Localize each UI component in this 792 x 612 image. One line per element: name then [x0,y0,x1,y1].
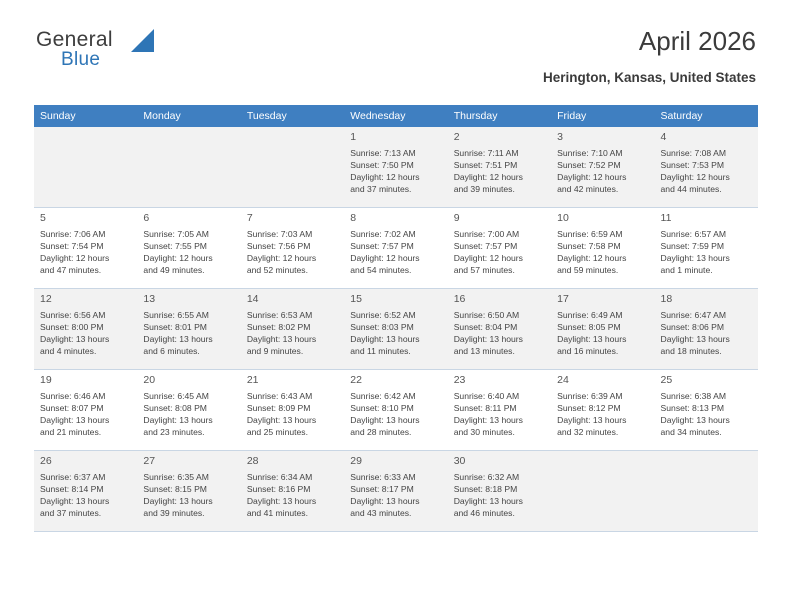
calendar-day-content [241,451,344,525]
day-sun-info-line: Sunset: 7:50 PM [350,160,414,171]
calendar-day-cell [551,451,654,532]
calendar-day-content [344,370,447,444]
day-sun-info-line: Sunrise: 6:49 AM [557,310,623,320]
day-sun-info-line: Daylight: 13 hours [453,415,523,426]
logo-text-blue: Blue [61,49,101,70]
day-sun-info-line: and 41 minutes. [246,508,308,519]
calendar-day-cell[interactable] [34,451,137,532]
day-sun-info-line: Sunset: 7:52 PM [557,160,621,171]
day-sun-info-line: Daylight: 12 hours [453,172,523,183]
day-sun-info-line: Sunset: 7:57 PM [453,241,518,252]
calendar-day-cell[interactable] [655,127,758,208]
calendar-day-cell[interactable] [137,370,240,451]
day-sun-info-line: Daylight: 13 hours [660,415,730,426]
day-sun-info-line: Daylight: 13 hours [143,496,213,507]
calendar-day-cell[interactable] [137,289,240,370]
day-sun-info-line: Sunset: 8:14 PM [40,484,104,495]
day-sun-info [661,228,752,276]
day-sun-info-line: and 52 minutes. [246,265,308,276]
calendar-day-content [34,127,137,201]
day-sun-info [143,390,234,438]
day-sun-info-line: Sunset: 7:59 PM [660,241,725,252]
day-sun-info-line: and 6 minutes. [143,346,200,357]
day-sun-info-line: Daylight: 13 hours [453,496,523,507]
day-sun-info-line: Sunrise: 6:57 AM [660,229,726,239]
day-number: 23 [453,374,466,386]
day-sun-info [454,228,545,276]
weekday-header-saturday: Saturday [655,105,758,127]
day-number: 5 [40,212,46,224]
calendar-day-content [551,127,654,201]
day-sun-info-line: Sunrise: 6:35 AM [143,472,209,482]
day-sun-info-line: Daylight: 12 hours [40,253,110,264]
page-header [36,0,756,85]
calendar-day-cell[interactable] [448,208,551,289]
day-sun-info-line: and 23 minutes. [143,427,205,438]
day-sun-info-line: Sunrise: 6:59 AM [557,229,623,239]
day-sun-info [661,390,752,438]
day-sun-info-line: Sunrise: 7:05 AM [143,229,209,239]
day-sun-info-line: Sunset: 8:01 PM [143,322,207,333]
day-sun-info-line: Daylight: 13 hours [453,334,523,345]
calendar-week-row [34,208,758,289]
day-sun-info-line: Sunrise: 7:03 AM [246,229,313,239]
weekday-header-row [34,105,758,127]
day-sun-info-line: Sunset: 8:12 PM [557,403,621,414]
day-sun-info-line: Daylight: 13 hours [143,415,213,426]
calendar-day-content [448,370,551,444]
day-sun-info-line: Daylight: 12 hours [557,253,627,264]
weekday-header-tuesday: Tuesday [241,105,344,127]
day-number: 21 [246,374,259,386]
day-sun-info-line: Daylight: 12 hours [143,253,213,264]
day-sun-info-line: Sunrise: 6:42 AM [350,391,416,401]
day-sun-info-line: Sunset: 8:11 PM [453,403,517,414]
calendar-day-content [137,451,240,525]
day-number: 30 [453,455,466,467]
logo-text-general: General [36,28,113,51]
day-sun-info-line: and 21 minutes. [40,427,102,438]
calendar-day-content [241,289,344,363]
calendar-day-cell[interactable] [344,289,447,370]
calendar-day-cell[interactable] [241,208,344,289]
day-sun-info [454,309,545,357]
day-number: 14 [246,293,259,305]
day-sun-info-line: Sunrise: 7:13 AM [350,148,416,158]
calendar-day-cell[interactable] [241,289,344,370]
calendar-day-content [551,451,654,525]
day-sun-info-line: Sunset: 7:55 PM [143,241,207,252]
calendar-day-cell[interactable] [344,451,447,532]
calendar-day-cell[interactable] [655,370,758,451]
day-sun-info-line: Daylight: 13 hours [40,334,110,345]
day-sun-info-line: Sunset: 8:06 PM [660,322,725,333]
day-number: 1 [350,131,357,143]
day-sun-info-line: Daylight: 13 hours [557,334,627,345]
day-sun-info-line: Sunrise: 6:40 AM [453,391,520,401]
calendar-day-content [34,208,137,282]
day-sun-info-line: Daylight: 13 hours [350,415,420,426]
day-sun-info-line: and 49 minutes. [143,265,205,276]
day-sun-info-line: Sunset: 8:16 PM [246,484,311,495]
day-sun-info-line: Sunrise: 6:56 AM [40,310,106,320]
day-number: 27 [143,455,156,467]
day-sun-info-line: and 18 minutes. [660,346,722,357]
day-sun-info-line: Sunset: 7:58 PM [557,241,621,252]
calendar-day-cell[interactable] [344,370,447,451]
day-number: 22 [350,374,362,386]
weekday-header-wednesday: Wednesday [344,105,447,127]
day-sun-info-line: and 28 minutes. [350,427,412,438]
day-sun-info-line: Sunrise: 7:11 AM [453,148,519,158]
calendar-day-content [448,289,551,363]
page-title: April 2026 [638,26,756,56]
day-number: 26 [40,455,52,467]
calendar-day-content [34,370,137,444]
day-number: 18 [660,293,673,305]
day-sun-info-line: Sunrise: 6:33 AM [350,472,416,482]
day-sun-info-line: Daylight: 12 hours [246,253,317,264]
calendar-day-content [551,208,654,282]
day-sun-info-line: Sunset: 8:05 PM [557,322,621,333]
day-sun-info [557,228,648,276]
day-sun-info-line: Daylight: 13 hours [143,334,213,345]
day-sun-info-line: Sunrise: 7:10 AM [557,148,623,158]
day-sun-info [350,309,441,357]
calendar-day-cell[interactable] [551,370,654,451]
day-sun-info-line: Sunrise: 7:02 AM [350,229,416,239]
calendar-day-content [137,289,240,363]
day-sun-info-line: and 4 minutes. [40,346,97,357]
calendar-body [34,127,758,532]
day-sun-info-line: and 39 minutes. [453,184,515,195]
day-sun-info-line: and 16 minutes. [557,346,619,357]
day-sun-info [661,147,752,195]
day-sun-info-line: Daylight: 13 hours [660,334,730,345]
day-sun-info [350,471,441,519]
location-subtitle: Herington, Kansas, United States [542,70,756,85]
day-sun-info-line: Sunset: 8:13 PM [660,403,725,414]
calendar-day-cell[interactable] [448,127,551,208]
calendar-day-content [137,208,240,282]
day-sun-info-line: and 54 minutes. [350,265,412,276]
day-sun-info-line: Sunrise: 6:47 AM [660,310,726,320]
day-sun-info-line: Daylight: 12 hours [557,172,627,183]
day-sun-info-line: Daylight: 12 hours [453,253,523,264]
day-sun-info-line: Sunrise: 6:39 AM [557,391,623,401]
month-calendar-table [34,105,758,532]
calendar-day-cell[interactable] [34,289,137,370]
day-number: 2 [453,131,460,143]
calendar-day-cell[interactable] [551,289,654,370]
calendar-day-content [344,208,447,282]
day-sun-info-line: Sunrise: 6:32 AM [453,472,520,482]
day-sun-info-line: and 59 minutes. [557,265,619,276]
calendar-day-content [655,208,758,282]
day-sun-info-line: Sunset: 8:07 PM [40,403,104,414]
calendar-day-cell [34,127,137,208]
calendar-day-cell[interactable] [448,289,551,370]
weekday-header-monday: Monday [137,105,240,127]
day-sun-info-line: Sunrise: 6:50 AM [453,310,520,320]
day-number: 3 [557,131,563,143]
day-sun-info-line: and 30 minutes. [453,427,515,438]
calendar-day-content [448,451,551,525]
calendar-day-cell[interactable] [34,370,137,451]
day-sun-info [40,309,131,357]
calendar-week-row [34,289,758,370]
calendar-day-cell[interactable] [551,127,654,208]
day-sun-info-line: Sunset: 8:10 PM [350,403,414,414]
day-number: 6 [143,212,150,224]
calendar-day-cell[interactable] [655,289,758,370]
calendar-day-cell[interactable] [241,451,344,532]
day-sun-info [143,309,234,357]
day-sun-info-line: and 57 minutes. [453,265,515,276]
day-sun-info-line: Sunrise: 6:37 AM [40,472,106,482]
day-sun-info [350,228,441,276]
calendar-day-cell[interactable] [34,208,137,289]
day-sun-info [350,390,441,438]
calendar-day-content [241,127,344,201]
calendar-day-cell[interactable] [137,208,240,289]
calendar-day-cell [655,451,758,532]
day-sun-info-line: Daylight: 12 hours [350,253,420,264]
day-sun-info-line: Daylight: 13 hours [557,415,627,426]
calendar-week-row [34,370,758,451]
day-sun-info-line: and 47 minutes. [40,265,102,276]
day-sun-info [557,390,648,438]
day-sun-info-line: Sunset: 8:17 PM [350,484,414,495]
weekday-header-thursday: Thursday [448,105,551,127]
day-sun-info-line: and 37 minutes. [40,508,102,519]
day-sun-info [247,390,338,438]
day-sun-info-line: and 44 minutes. [660,184,722,195]
day-sun-info-line: Sunrise: 6:52 AM [350,310,416,320]
day-sun-info-line: Daylight: 13 hours [350,496,420,507]
day-sun-info-line: Sunset: 8:03 PM [350,322,414,333]
day-sun-info [40,471,131,519]
day-sun-info-line: and 25 minutes. [246,427,308,438]
day-sun-info-line: Sunset: 8:15 PM [143,484,207,495]
day-sun-info-line: Sunset: 7:57 PM [350,241,414,252]
calendar-day-cell[interactable] [241,370,344,451]
day-sun-info-line: Sunset: 7:53 PM [660,160,725,171]
day-sun-info-line: Sunset: 8:18 PM [453,484,518,495]
day-sun-info-line: Sunset: 8:09 PM [246,403,311,414]
day-sun-info [247,471,338,519]
calendar-day-content [137,127,240,201]
calendar-day-cell[interactable] [551,208,654,289]
day-sun-info-line: Sunrise: 6:38 AM [660,391,726,401]
day-sun-info [557,309,648,357]
day-number: 25 [660,374,673,386]
day-number: 13 [143,293,156,305]
day-sun-info [350,147,441,195]
day-number: 15 [350,293,362,305]
day-sun-info-line: and 9 minutes. [246,346,304,357]
day-number: 7 [246,212,253,224]
day-number: 4 [660,131,667,143]
day-number: 8 [350,212,357,224]
day-sun-info [143,471,234,519]
day-sun-info [454,390,545,438]
day-sun-info-line: and 34 minutes. [660,427,722,438]
calendar-day-content [655,127,758,201]
calendar-day-cell[interactable] [448,370,551,451]
calendar-day-cell [241,127,344,208]
calendar-week-row [34,451,758,532]
day-number: 20 [143,374,156,386]
day-number: 10 [557,212,569,224]
calendar-day-content [34,289,137,363]
logo-triangle-icon [131,29,154,52]
calendar-week-row [34,127,758,208]
day-sun-info-line: Daylight: 13 hours [246,334,317,345]
day-sun-info-line: and 11 minutes. [350,346,411,357]
calendar-day-content [448,127,551,201]
day-sun-info [661,309,752,357]
day-sun-info-line: Sunrise: 6:45 AM [143,391,209,401]
day-sun-info-line: Daylight: 13 hours [350,334,420,345]
calendar-day-content [655,451,758,525]
calendar-day-content [551,370,654,444]
day-sun-info-line: Sunset: 8:00 PM [40,322,104,333]
day-number: 19 [40,374,52,386]
day-sun-info-line: and 43 minutes. [350,508,412,519]
day-sun-info-line: and 13 minutes. [453,346,515,357]
day-sun-info-line: Daylight: 12 hours [350,172,420,183]
day-sun-info-line: and 37 minutes. [350,184,412,195]
calendar-day-content [448,208,551,282]
calendar-day-content [241,370,344,444]
day-sun-info-line: Daylight: 13 hours [40,496,110,507]
day-sun-info-line: Sunset: 7:51 PM [453,160,518,171]
day-sun-info [557,147,648,195]
day-number: 17 [557,293,569,305]
calendar-day-content [137,370,240,444]
day-sun-info-line: Sunrise: 7:06 AM [40,229,106,239]
day-number: 28 [246,455,259,467]
day-sun-info-line: Sunset: 7:54 PM [40,241,104,252]
calendar-day-cell[interactable] [448,451,551,532]
day-sun-info [454,147,545,195]
calendar-day-content [655,289,758,363]
calendar-day-cell[interactable] [655,208,758,289]
day-sun-info-line: Sunrise: 6:53 AM [246,310,313,320]
day-sun-info-line: Sunrise: 6:55 AM [143,310,209,320]
calendar-day-cell [137,127,240,208]
day-sun-info-line: and 42 minutes. [557,184,619,195]
day-sun-info [247,309,338,357]
day-number: 16 [453,293,466,305]
day-number: 12 [40,293,52,305]
day-sun-info [247,228,338,276]
day-sun-info-line: Sunrise: 6:43 AM [246,391,313,401]
weekday-header-friday: Friday [551,105,654,127]
day-sun-info-line: Sunrise: 7:08 AM [660,148,726,158]
day-number: 11 [660,212,672,224]
day-sun-info-line: Daylight: 13 hours [246,415,317,426]
calendar-day-cell[interactable] [344,127,447,208]
calendar-day-cell[interactable] [344,208,447,289]
day-sun-info-line: Daylight: 13 hours [40,415,110,426]
calendar-day-content [655,370,758,444]
day-sun-info [40,390,131,438]
calendar-day-content [344,127,447,201]
day-sun-info-line: and 46 minutes. [453,508,515,519]
day-sun-info-line: Sunset: 8:04 PM [453,322,518,333]
day-sun-info-line: Sunset: 8:02 PM [246,322,311,333]
day-sun-info-line: Sunset: 7:56 PM [246,241,311,252]
day-number: 9 [453,212,460,224]
day-number: 29 [350,455,362,467]
day-sun-info-line: Sunrise: 6:46 AM [40,391,106,401]
day-sun-info-line: Daylight: 13 hours [246,496,317,507]
calendar-day-content [34,451,137,525]
day-sun-info-line: Sunset: 8:08 PM [143,403,207,414]
day-sun-info-line: and 1 minute. [660,265,713,276]
day-sun-info-line: and 39 minutes. [143,508,205,519]
day-sun-info-line: Sunrise: 7:00 AM [453,229,520,239]
day-sun-info [40,228,131,276]
day-number: 24 [557,374,569,386]
day-sun-info-line: Sunrise: 6:34 AM [246,472,313,482]
day-sun-info [143,228,234,276]
weekday-header-sunday: Sunday [34,105,137,127]
calendar-day-content [344,289,447,363]
calendar-day-content [551,289,654,363]
general-blue-logo [36,28,236,78]
day-sun-info [454,471,545,519]
calendar-day-cell[interactable] [137,451,240,532]
day-sun-info-line: Daylight: 12 hours [660,172,730,183]
day-sun-info-line: and 32 minutes. [557,427,619,438]
calendar-day-content [241,208,344,282]
day-sun-info-line: Daylight: 13 hours [660,253,730,264]
calendar-day-content [344,451,447,525]
